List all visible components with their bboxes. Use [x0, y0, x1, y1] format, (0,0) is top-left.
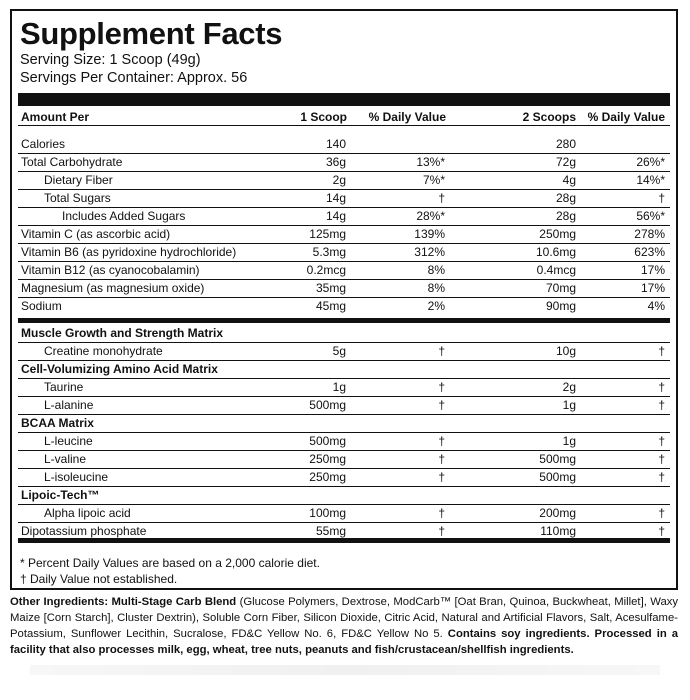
row-name: Total Sugars	[44, 191, 111, 205]
row-dv-1: 139%	[414, 227, 445, 241]
table-row	[18, 378, 670, 397]
row-dv-2: 17%	[640, 281, 665, 295]
section-header-row	[18, 414, 670, 433]
row-1-scoop: 45mg	[315, 299, 346, 313]
row-dv-1: 7%*	[422, 173, 445, 187]
row-dv-2: †	[658, 470, 665, 484]
footnote-not-established: † Daily Value not established.	[20, 572, 178, 586]
section-title: Cell-Volumizing Amino Acid Matrix	[21, 362, 218, 376]
row-2-scoops: 70mg	[545, 281, 576, 295]
row-dv-2: 278%	[634, 227, 665, 241]
section-header-row	[18, 360, 670, 379]
row-dv-1: †	[438, 398, 445, 412]
row-dv-2: †	[658, 380, 665, 394]
row-dv-1: †	[438, 506, 445, 520]
table-row	[18, 279, 670, 298]
allergen-statement: Contains soy ingredients. Processed in a facility that also processes milk, egg, wheat, tree nuts, peanuts and fish/crustacean/shellfish ingredients.	[10, 628, 678, 656]
row-dv-2: †	[658, 434, 665, 448]
row-dv-1: †	[438, 470, 445, 484]
row-1-scoop: 1g	[332, 380, 346, 394]
row-2-scoops: 200mg	[539, 506, 576, 520]
row-2-scoops: 0.4mcg	[536, 263, 576, 277]
row-dv-1: 312%	[414, 245, 445, 259]
table-row	[18, 225, 670, 244]
row-dv-1: †	[438, 524, 445, 538]
row-name: Calories	[21, 137, 66, 151]
section-title: BCAA Matrix	[21, 416, 94, 430]
row-1-scoop: 14g	[325, 191, 346, 205]
row-dv-1: †	[438, 380, 445, 394]
row-1-scoop: 55mg	[315, 524, 346, 538]
table-row	[18, 396, 670, 415]
table-row	[18, 135, 670, 154]
row-1-scoop: 100mg	[309, 506, 346, 520]
row-2-scoops: 4g	[562, 173, 576, 187]
row-2-scoops: 280	[555, 137, 576, 151]
row-2-scoops: 250mg	[539, 227, 576, 241]
row-1-scoop: 125mg	[309, 227, 346, 241]
row-dv-1: 2%	[427, 299, 445, 313]
row-name: Vitamin B6 (as pyridoxine hydrochloride)	[21, 245, 237, 259]
row-dv-2: †	[658, 398, 665, 412]
row-name: Vitamin B12 (as cyanocobalamin)	[21, 263, 200, 277]
row-1-scoop: 500mg	[309, 398, 346, 412]
row-1-scoop: 250mg	[309, 452, 346, 466]
header-1-scoop: 1 Scoop	[300, 110, 347, 124]
row-name: Creatine monohydrate	[44, 344, 163, 358]
row-dv-2: †	[658, 524, 665, 538]
table-row	[18, 342, 670, 361]
row-dv-1: †	[438, 434, 445, 448]
row-name: Magnesium (as magnesium oxide)	[21, 281, 205, 295]
table-row	[18, 297, 670, 315]
row-2-scoops: 500mg	[539, 452, 576, 466]
row-1-scoop: 140	[325, 137, 346, 151]
row-2-scoops: 1g	[562, 434, 576, 448]
row-dv-2: 17%	[640, 263, 665, 277]
row-dv-2: 14%*	[636, 173, 665, 187]
row-dv-1: †	[438, 344, 445, 358]
section-title: Muscle Growth and Strength Matrix	[21, 326, 224, 340]
table-row	[18, 261, 670, 280]
section-header-row	[18, 324, 670, 343]
row-2-scoops: 72g	[555, 155, 576, 169]
row-dv-1: †	[438, 452, 445, 466]
row-dv-2: †	[658, 506, 665, 520]
serving-size: Serving Size: 1 Scoop (49g)	[20, 52, 201, 68]
row-1-scoop: 0.2mcg	[306, 263, 346, 277]
row-name: Dietary Fiber	[44, 173, 113, 187]
row-name: Taurine	[44, 380, 84, 394]
row-dv-1: 13%*	[416, 155, 445, 169]
blend-name: Multi-Stage Carb Blend	[111, 596, 237, 608]
table-row	[18, 153, 670, 172]
ingredients-text: (Glucose Polymers, Dextrose, ModCarb™ [Oat Bran, Quinoa, Buckwheat, Millet], Waxy Maize [Corn Starch], Cluster Dextrin), Soluble Corn Fiber, Silicon Dioxide, Citric Acid, Natural and Artificial Flavors, Salt, Acesulfame-Potassium, Sunflower Lecithin, Sucralose, FD&C Yellow No. 6, FD&C Yellow No 5.	[10, 596, 679, 640]
row-2-scoops: 500mg	[539, 470, 576, 484]
panel-title: Supplement Facts	[20, 16, 283, 51]
row-name: Dipotassium phosphate	[21, 524, 147, 538]
column-header-row	[18, 107, 670, 126]
row-name: L-alanine	[44, 398, 94, 412]
header-2-scoops: 2 Scoops	[522, 110, 576, 124]
row-1-scoop: 36g	[325, 155, 346, 169]
faint-background-text	[30, 665, 660, 675]
row-dv-2: †	[658, 344, 665, 358]
servings-per-container: Servings Per Container: Approx. 56	[20, 70, 248, 86]
row-2-scoops: 90mg	[545, 299, 576, 313]
row-dv-2: 56%*	[636, 209, 665, 223]
row-name: Total Carbohydrate	[21, 155, 123, 169]
row-dv-1: 8%	[427, 263, 445, 277]
row-dv-1: 28%*	[416, 209, 445, 223]
row-dv-2: 4%	[647, 299, 665, 313]
row-1-scoop: 250mg	[309, 470, 346, 484]
row-1-scoop: 14g	[325, 209, 346, 223]
table-row	[18, 171, 670, 190]
table-row	[18, 207, 670, 226]
table-row	[18, 450, 670, 469]
row-2-scoops: 1g	[562, 398, 576, 412]
row-1-scoop: 5.3mg	[312, 245, 346, 259]
row-name: Vitamin C (as ascorbic acid)	[21, 227, 171, 241]
row-dv-2: †	[658, 452, 665, 466]
table-row	[18, 189, 670, 208]
row-name: L-valine	[44, 452, 87, 466]
row-name: Sodium	[21, 299, 62, 313]
thick-divider	[18, 318, 670, 323]
table-row	[18, 468, 670, 487]
row-2-scoops: 10g	[555, 344, 576, 358]
ingredients-label: Other Ingredients:	[10, 596, 109, 608]
table-row	[18, 504, 670, 523]
row-dv-2: 623%	[634, 245, 665, 259]
section-header-row	[18, 486, 670, 505]
footnote-daily-value: * Percent Daily Values are based on a 2,000 calorie diet.	[20, 556, 320, 570]
row-2-scoops: 10.6mg	[535, 245, 576, 259]
table-row	[18, 243, 670, 262]
supplement-facts-panel	[10, 9, 678, 590]
table-row	[18, 432, 670, 451]
header-daily-value-1: % Daily Value	[368, 110, 446, 124]
row-2-scoops: 110mg	[540, 524, 576, 538]
row-name: L-leucine	[44, 434, 93, 448]
section-title: Lipoic-Tech™	[21, 488, 100, 502]
row-name: Alpha lipoic acid	[44, 506, 131, 520]
row-name: Includes Added Sugars	[62, 209, 186, 223]
row-dv-1: †	[438, 191, 445, 205]
row-dv-2: 26%*	[636, 155, 665, 169]
other-ingredients	[10, 594, 678, 658]
row-2-scoops: 28g	[555, 191, 576, 205]
thick-divider	[18, 538, 670, 543]
row-1-scoop: 35mg	[315, 281, 346, 295]
thick-divider	[18, 93, 670, 106]
header-daily-value-2: % Daily Value	[587, 110, 665, 124]
row-2-scoops: 28g	[555, 209, 576, 223]
header-amount-per: Amount Per	[21, 110, 90, 124]
row-name: L-isoleucine	[44, 470, 109, 484]
row-1-scoop: 2g	[332, 173, 346, 187]
row-1-scoop: 5g	[332, 344, 346, 358]
row-2-scoops: 2g	[562, 380, 576, 394]
row-dv-2: †	[658, 191, 665, 205]
row-dv-1: 8%	[427, 281, 445, 295]
row-1-scoop: 500mg	[309, 434, 346, 448]
